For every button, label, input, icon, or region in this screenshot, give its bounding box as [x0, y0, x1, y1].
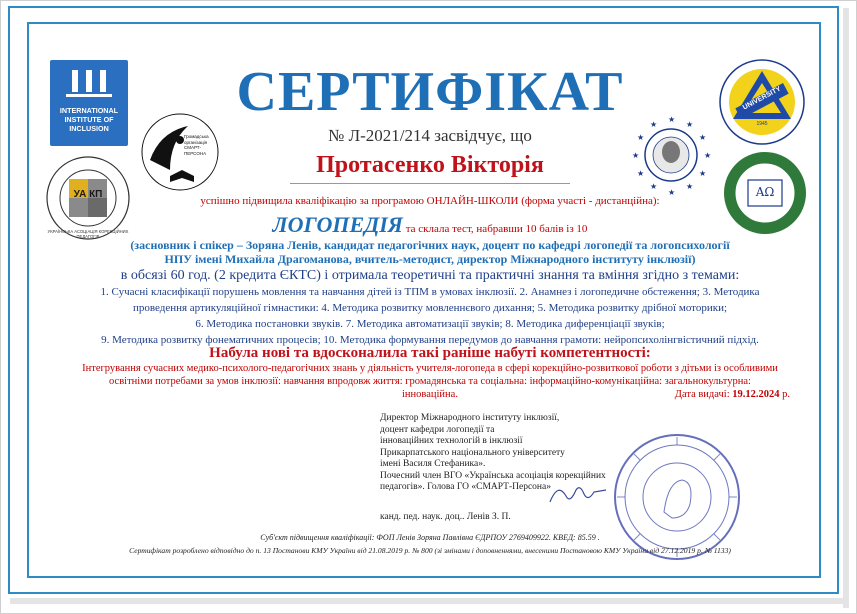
course-row — [100, 212, 760, 238]
topics-line-2: проведення артикуляційної гімнастики: 4. Методика розвитку мовленнєвого дихання; 5. Методика розвитку дрібної моторики; — [132, 302, 728, 314]
signature-icon — [548, 478, 608, 508]
page-shadow-right — [843, 8, 849, 608]
certificate-number: № Л-2021/214 засвідчує, що — [328, 126, 532, 145]
page-shadow-bottom — [10, 598, 849, 604]
topics-line-4: 9. Методика розвитку фонематичних процесів; 10. Методика формування передумов до навчання грамоти: нейропсихолінгвістичний підхід. — [101, 334, 759, 346]
course-name: ЛОГОПЕДІЯ — [272, 212, 403, 237]
director-line: Прикарпатського національного університету — [380, 447, 565, 458]
qualification-line: успішно підвищила кваліфікацію за програмою ОНЛАЙН-ШКОЛИ (форма участі - дистанційна): — [200, 195, 660, 207]
topics-line-3: 6. Методика постановки звуків. 7. Методика автоматизації звуків; 8. Методика диференціації звуків; — [195, 318, 665, 330]
official-stamp — [612, 432, 742, 562]
topics-line-1: 1. Сучасні класифікації порушень мовлення та навчання дітей із ТПМ в умовах інклюзії. 2. Анамнез і логопедичне обстеження; 3. Методика — [100, 286, 760, 298]
author-line-1: (засновник і спікер – Зоряна Ленів, кандидат педагогічних наук, доцент по кафедрі логопедії та логопсихології — [130, 238, 730, 252]
director-line: Почесний член ВГО «Українська асоціація корекційних — [380, 470, 606, 481]
director-line: інноваційних технологій в інклюзії — [380, 436, 523, 446]
issue-date-suffix: р. — [782, 389, 790, 400]
university-logo — [717, 57, 807, 147]
issue-date-label: Дата видачі: — [674, 389, 730, 400]
competencies-title: Набула нові та вдосконалила такі раніше набуті компетентності: — [209, 345, 651, 361]
svg-text:★: ★ — [668, 115, 676, 124]
svg-text:★: ★ — [668, 188, 676, 197]
svg-text:★: ★ — [704, 151, 712, 160]
stars-seal-icon — [628, 112, 714, 198]
svg-text:★: ★ — [650, 182, 658, 191]
issue-date — [500, 389, 790, 400]
director-line: імені Василя Стефаника». — [380, 459, 486, 469]
svg-text:★: ★ — [650, 120, 658, 129]
npu-stars-seal — [628, 112, 714, 198]
svg-text:★: ★ — [637, 169, 645, 178]
iii-logo — [50, 60, 128, 146]
npu-green-text: ΑΩ — [755, 185, 775, 199]
svg-text:★: ★ — [699, 169, 707, 178]
svg-text:★: ★ — [699, 133, 707, 142]
university-text: UNIVERSITY — [741, 85, 783, 112]
svg-text:★: ★ — [632, 151, 640, 160]
director-line: доцент кафедри логопедії та — [380, 424, 495, 435]
footer-legal: Сертифікат розроблено відповідно до п. 13 Постанови КМУ України від 21.08.2019 р. № 800 (зі змінами і доповненнями, внесеними Постановою КМУ України від 27.12.2019 р. № 1133) — [129, 546, 731, 555]
director-line: педагогів». Голова ГО «СМАРТ-Персона» — [380, 482, 551, 492]
recipient-name: Протасенко Вікторія — [316, 152, 544, 178]
signer-name: канд. пед. наук. доц.. Ленів З. П. — [380, 512, 511, 522]
association-mark: УА КП — [73, 189, 103, 200]
smart-persona-logo — [140, 112, 220, 192]
svg-text:★: ★ — [686, 182, 694, 191]
competencies-line-2: освітніми потребами за умов інклюзії: навчання впродовж життя: громадянська та соціальна: інформаційно-комунікаційна: загальнокультурна: інноваційна. — [109, 376, 751, 400]
competencies-line-1: Інтегрування сучасних медико-психолого-педагогічних знань у діяльність учителя-логопеда в сфері корекційно-розвиткової роботи з дітьми із особливими — [82, 363, 778, 374]
author-line-2: НПУ імені Михайла Драгоманова, вчитель-методист, директор Міжнародного інституту інклюзії) — [164, 252, 696, 266]
volume-line: в обсязі 60 год. (2 кредита ЄКТС) і отримала теоретичні та практичні знання та вміння згідно з темами: — [120, 268, 740, 283]
topics-list — [80, 284, 780, 348]
author-info — [100, 238, 760, 266]
association-ring-text: УКРАЇНСЬКА АСОЦІАЦІЯ КОРЕКЦІЙНИХ ПЕДАГОГІВ — [47, 229, 129, 239]
name-underline — [290, 183, 570, 184]
director-line: Директор Міжнародного інституту інклюзії, — [380, 413, 560, 423]
stamp-icon — [612, 432, 742, 562]
smart-persona-text: Громадська організація СМАРТ-ПЕРСОНА — [184, 134, 209, 156]
svg-text:★: ★ — [637, 133, 645, 142]
iii-logo-text: INTERNATIONAL INSTITUTE OF INCLUSION — [59, 106, 119, 133]
university-year: 1945 — [756, 121, 768, 127]
issue-date-value: 19.12.2024 — [732, 389, 780, 400]
iii-logo-icon — [50, 60, 128, 146]
svg-text:★: ★ — [686, 120, 694, 129]
course-test-note: та склала тест, набравши 10 балів із 10 — [405, 223, 588, 235]
certificate-title: СЕРТИФІКАТ — [236, 61, 624, 123]
footer-subject: Суб'єкт підвищення кваліфікації: ФОП Ленів Зоряна Павлівна ЄДРПОУ 2769409922. КВЕД: 85.59 . — [260, 533, 600, 542]
